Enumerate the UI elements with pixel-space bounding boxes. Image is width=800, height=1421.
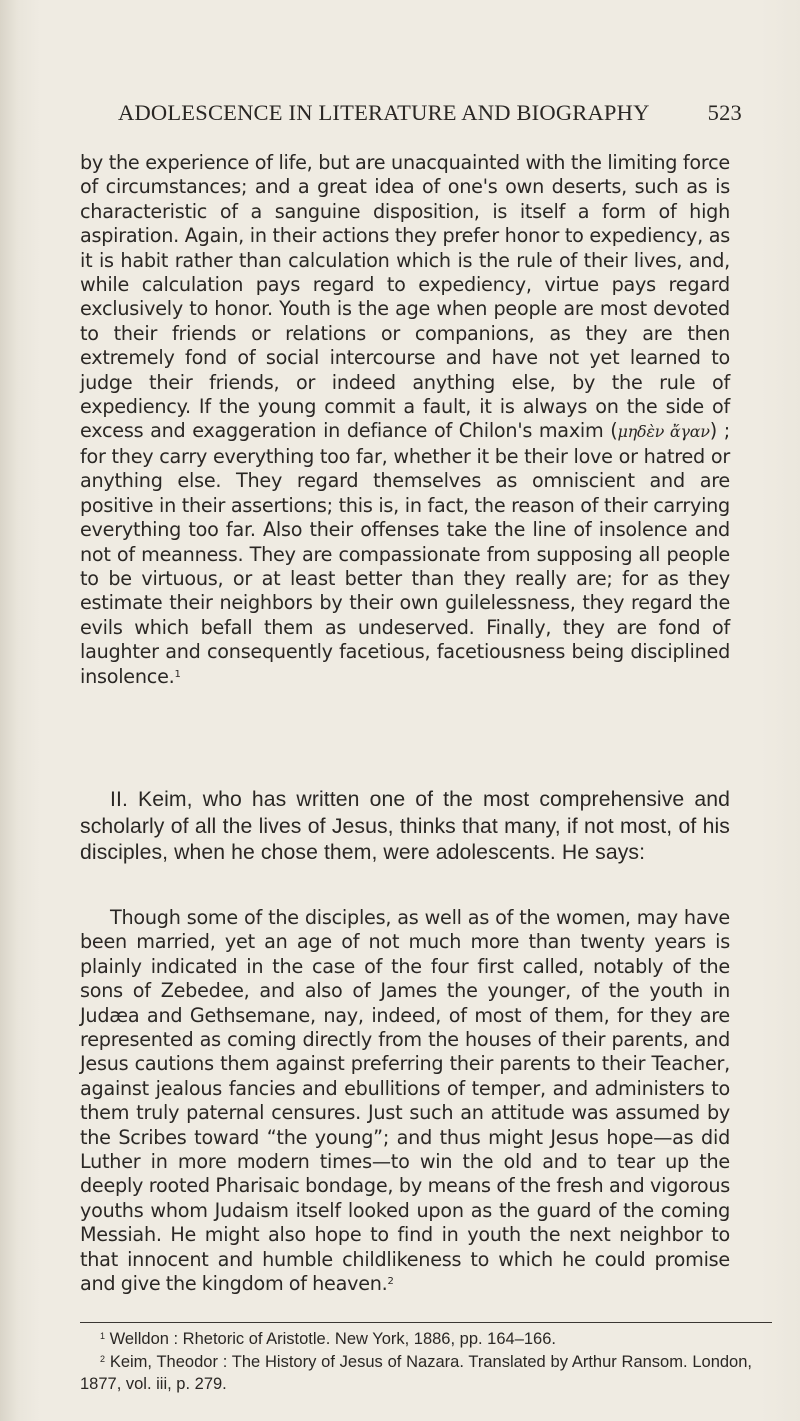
footnote-text: Welldon : Rhetoric of Aristotle. New York, 1886, pp. 164–166. xyxy=(109,1330,556,1348)
footnote-divider xyxy=(80,1322,772,1323)
running-header-title: ADOLESCENCE IN LITERATURE AND BIOGRAPHY xyxy=(118,100,650,125)
footnote xyxy=(80,1351,752,1396)
footnote xyxy=(80,1328,752,1351)
running-header xyxy=(118,100,742,132)
paragraph-text: by the experience of life, but are unacquainted with the limiting force of circumstances; and a great idea of one's own deserts, such as is characteristic of a sanguine disposition, is itself a form of high aspiration. Again, in their actions they prefer honor to expediency, as it is habit rather than calculation which is the rule of their lives, and, while calculation pays regard to expediency, virtue pays regard exclusively to honor. Youth is the age when people are most devoted to their friends or relations or companions, as they are then extremely fond of social intercourse and have not yet learned to judge their friends, or indeed anything else, by the rule of expediency. If the young commit a fault, it is always on the side of excess and exaggeration in defiance of Chilon's maxim ( xyxy=(80,151,730,443)
footnote-text: Keim, Theodor : The History of Jesus of Nazara. Translated by Arthur Ransom. London, 1877, vol. iii, p. 279. xyxy=(80,1352,752,1393)
footnote-mark: 1 xyxy=(100,1331,106,1341)
greek-maxim: μηδὲν ἄγαν xyxy=(617,422,710,442)
paragraph-keim-quote xyxy=(80,906,730,1297)
paragraph-text: ) ; for they carry everything too far, whether it be their love or hatred or anything else. They regard themselves as omniscient and are positive in their assertions; this is, in fact, the reason of their carrying everything too far. Also their offenses take the line of insolence and not of meanness. They are compassionate from supposing all people to be virtuous, or at least better than they really are; for as they estimate their neighbors by their own guilelessness, they regard the evils which befall them as undeserved. Finally, they are fond of laughter and consequently facetious, facetiousness being disciplined insolence. xyxy=(80,419,730,688)
paragraph-keim-intro: II. Keim, who has written one of the most comprehensive and scholarly of all the lives of Jesus, thinks that many, if not most, of his disciples, when he chose them, were adolescents. He says: xyxy=(80,788,730,864)
footnote-mark: 2 xyxy=(100,1353,106,1364)
paragraph-text: Though some of the disciples, as well as of the women, may have been married, yet an age of not much more than twenty years is plainly indicated in the case of the four first called, notably of the sons of Zebedee, and also of James the younger, of the youth in Judæa and Gethsemane, nay, indeed, of most of them, for they are represented as coming directly from the houses of their parents, and Jesus cautions them against preferring their parents to their Teacher, against jealous fancies and ebullitions of temper, and administers to them truly paternal censures. Just such an attitude was assumed by the Scribes toward “the young”; and thus might Jesus hope—as did Luther in more modern times—to win the old and to tear up the deeply rooted Pharisaic bondage, by means of the fresh and vigorous youths whom Judaism itself looked upon as the guard of the coming Messiah. He might also hope to find in youth the next neighbor to that innocent and humble childlikeness to which he could promise and give the kingdom of heaven. xyxy=(80,906,730,1296)
footnote-ref: 1 xyxy=(174,668,181,680)
paragraph-aristotle-quote xyxy=(80,151,730,689)
page-number: 523 xyxy=(707,100,742,125)
footnote-ref: 2 xyxy=(387,1276,394,1288)
footnotes xyxy=(80,1328,752,1396)
